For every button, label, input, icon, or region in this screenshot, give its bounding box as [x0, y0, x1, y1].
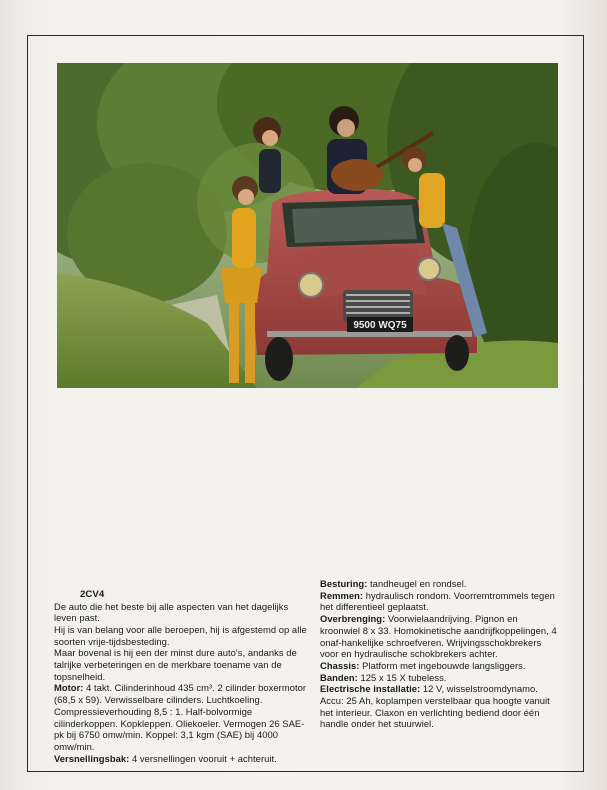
model-title: 2CV4: [80, 589, 105, 600]
spec-label: Besturing:: [320, 578, 368, 589]
intro-paragraph: De auto die het beste bij alle aspecten van het dagelijks leven past.: [54, 600, 289, 624]
spec-text: Platform met ingebouwde langsliggers.: [359, 659, 526, 671]
spec-text: 12 V, wisselstroomdynamo. Accu: 25 Ah, koplampen verstelbaar qua hoogte vanuit het interieur. Claxon en verlichting bediend door één handle onder het stuurwiel.: [320, 683, 550, 730]
spec-text: 125 x 15 X tubeless.: [357, 671, 447, 683]
spec-text: tandheugel en rondsel.: [367, 578, 467, 589]
spec-label: Overbrenging:: [320, 613, 386, 625]
spec-text: hydraulisch rondom. Voorremtrommels tegen het differentieel geplaatst.: [320, 589, 555, 613]
spec-tyres: [320, 672, 560, 684]
spec-text: 4 takt. Cilinderinhoud 435 cm³. 2 cilinder boxermotor (68,5 x 59). Verwisselbare cilinders. Luchtkoeling. Compressieverhouding 8,5 : 1. Half-bolvormige cilinderkoppen. Kopkleppen. Oliekoeler. Vermogen 26 SAE-pk bij 6750 omw/min. Koppel: 3,1 kgm (SAE) bij 4000 omw/min.: [54, 682, 307, 752]
spec-label: Chassis:: [320, 659, 360, 671]
spec-chassis: [320, 660, 560, 672]
spec-transmission: [320, 613, 560, 660]
price-paragraph: Maar bovenal is hij een der minst dure auto's, andanks de talrijke verbeteringen en de merkbare toename van de topsnelheid.: [54, 647, 297, 682]
spec-label: Electrische installatie:: [320, 683, 421, 695]
license-plate: 9500 WQ75: [353, 320, 407, 331]
profession-paragraph: Hij is van belang voor alle beroepen, hij is afgestemd op alle soorten vrije-tijdsbesteding.: [54, 623, 307, 647]
car-photo: [57, 63, 558, 388]
spec-gearbox: [54, 753, 312, 765]
spec-text: Voorwielaandrijving. Pignon en kroonwiel 8 x 33. Homokinetische aandrijfkoppelingen, 4 onaf-hankelijke schroefveren. Wrijvingsschokbrekers voor en hydraulische schokbrekers achter.: [320, 613, 557, 660]
spec-label: Banden:: [320, 671, 358, 683]
spec-brakes: [320, 590, 560, 613]
spec-label: Versnellingsbak:: [54, 752, 130, 764]
spec-label: Remmen:: [320, 589, 364, 601]
left-text-column: [54, 589, 312, 764]
spec-motor: [54, 682, 312, 752]
right-text-column: [320, 578, 560, 730]
spec-electrical: [320, 683, 560, 730]
spec-text: 4 versnellingen vooruit + achteruit.: [129, 752, 277, 764]
spec-label: Motor:: [54, 682, 84, 694]
spec-steering: [320, 578, 560, 590]
